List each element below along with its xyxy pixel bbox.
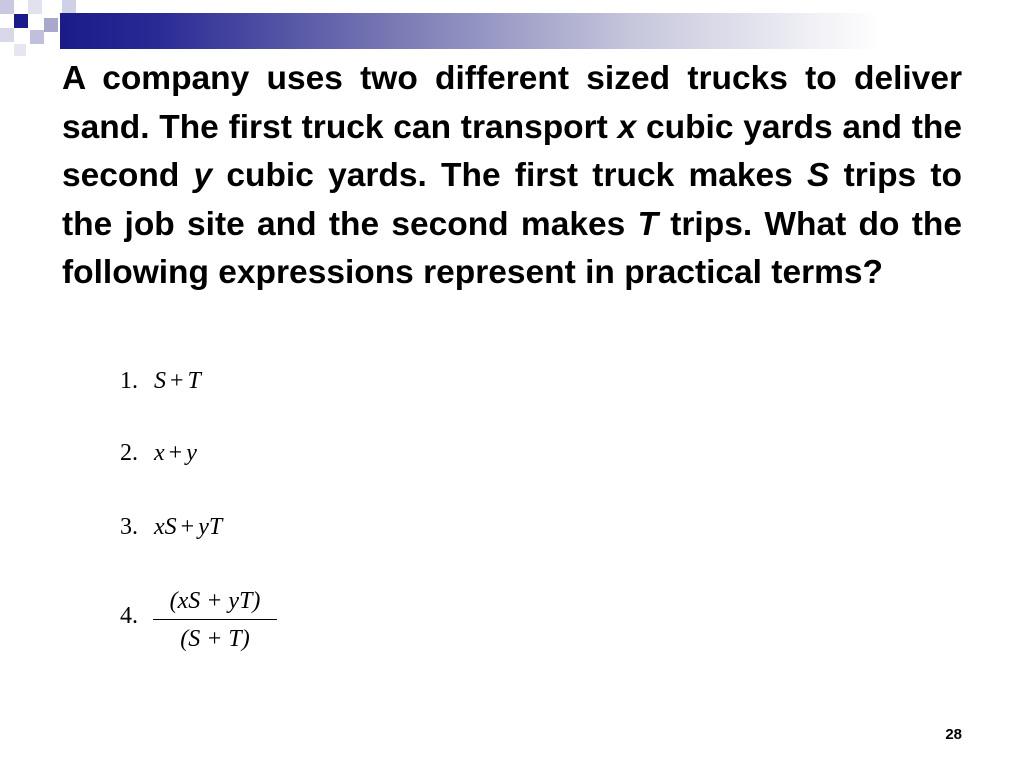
item-number: 1.	[120, 368, 138, 394]
expression-operator: +	[170, 368, 184, 394]
decor-square	[14, 44, 26, 56]
decor-square	[28, 0, 42, 14]
expression-lhs: S	[154, 368, 166, 394]
expression-rhs: T	[187, 368, 201, 394]
question-part: trips. What do the following expressions represent in practical terms?	[62, 205, 962, 291]
question-part: trips to the job site and the second makes	[62, 157, 963, 243]
expression-item-2	[120, 440, 197, 467]
variable-y: y	[193, 157, 213, 194]
fraction-denominator: (S + T)	[180, 626, 250, 652]
expression-lhs: x	[154, 440, 165, 466]
variable-s: S	[807, 157, 830, 194]
variable-t: T	[637, 205, 658, 243]
fraction-expression	[153, 586, 277, 654]
question-part: cubic yards and the second	[62, 108, 962, 194]
decor-square	[0, 0, 14, 14]
question-part: A company uses two different sized trucks to deliver sand. The first truck can transport	[62, 60, 962, 146]
decor-square	[30, 30, 44, 44]
expression-item-4	[120, 603, 154, 630]
item-number: 4.	[120, 603, 138, 629]
expression-item-3	[120, 514, 222, 541]
title-bar-decoration	[60, 13, 1024, 49]
decor-square	[14, 14, 28, 28]
expression-rhs: yT	[198, 514, 223, 540]
fraction-bar	[153, 619, 277, 620]
question-part: cubic yards. The first truck makes	[212, 157, 807, 194]
decor-square	[62, 0, 76, 14]
decor-square	[44, 18, 58, 32]
item-number: 3.	[120, 514, 138, 540]
variable-x: x	[617, 108, 637, 146]
decor-square	[0, 28, 14, 42]
page-number: 28	[945, 726, 962, 743]
fraction-numerator: (xS + yT)	[169, 588, 261, 614]
expression-operator: +	[168, 440, 183, 466]
item-number: 2.	[120, 440, 138, 466]
expression-operator: +	[180, 514, 195, 540]
expression-rhs: y	[186, 440, 197, 466]
expression-lhs: xS	[154, 514, 177, 540]
question-text	[62, 55, 962, 298]
expression-item-1	[120, 368, 201, 395]
